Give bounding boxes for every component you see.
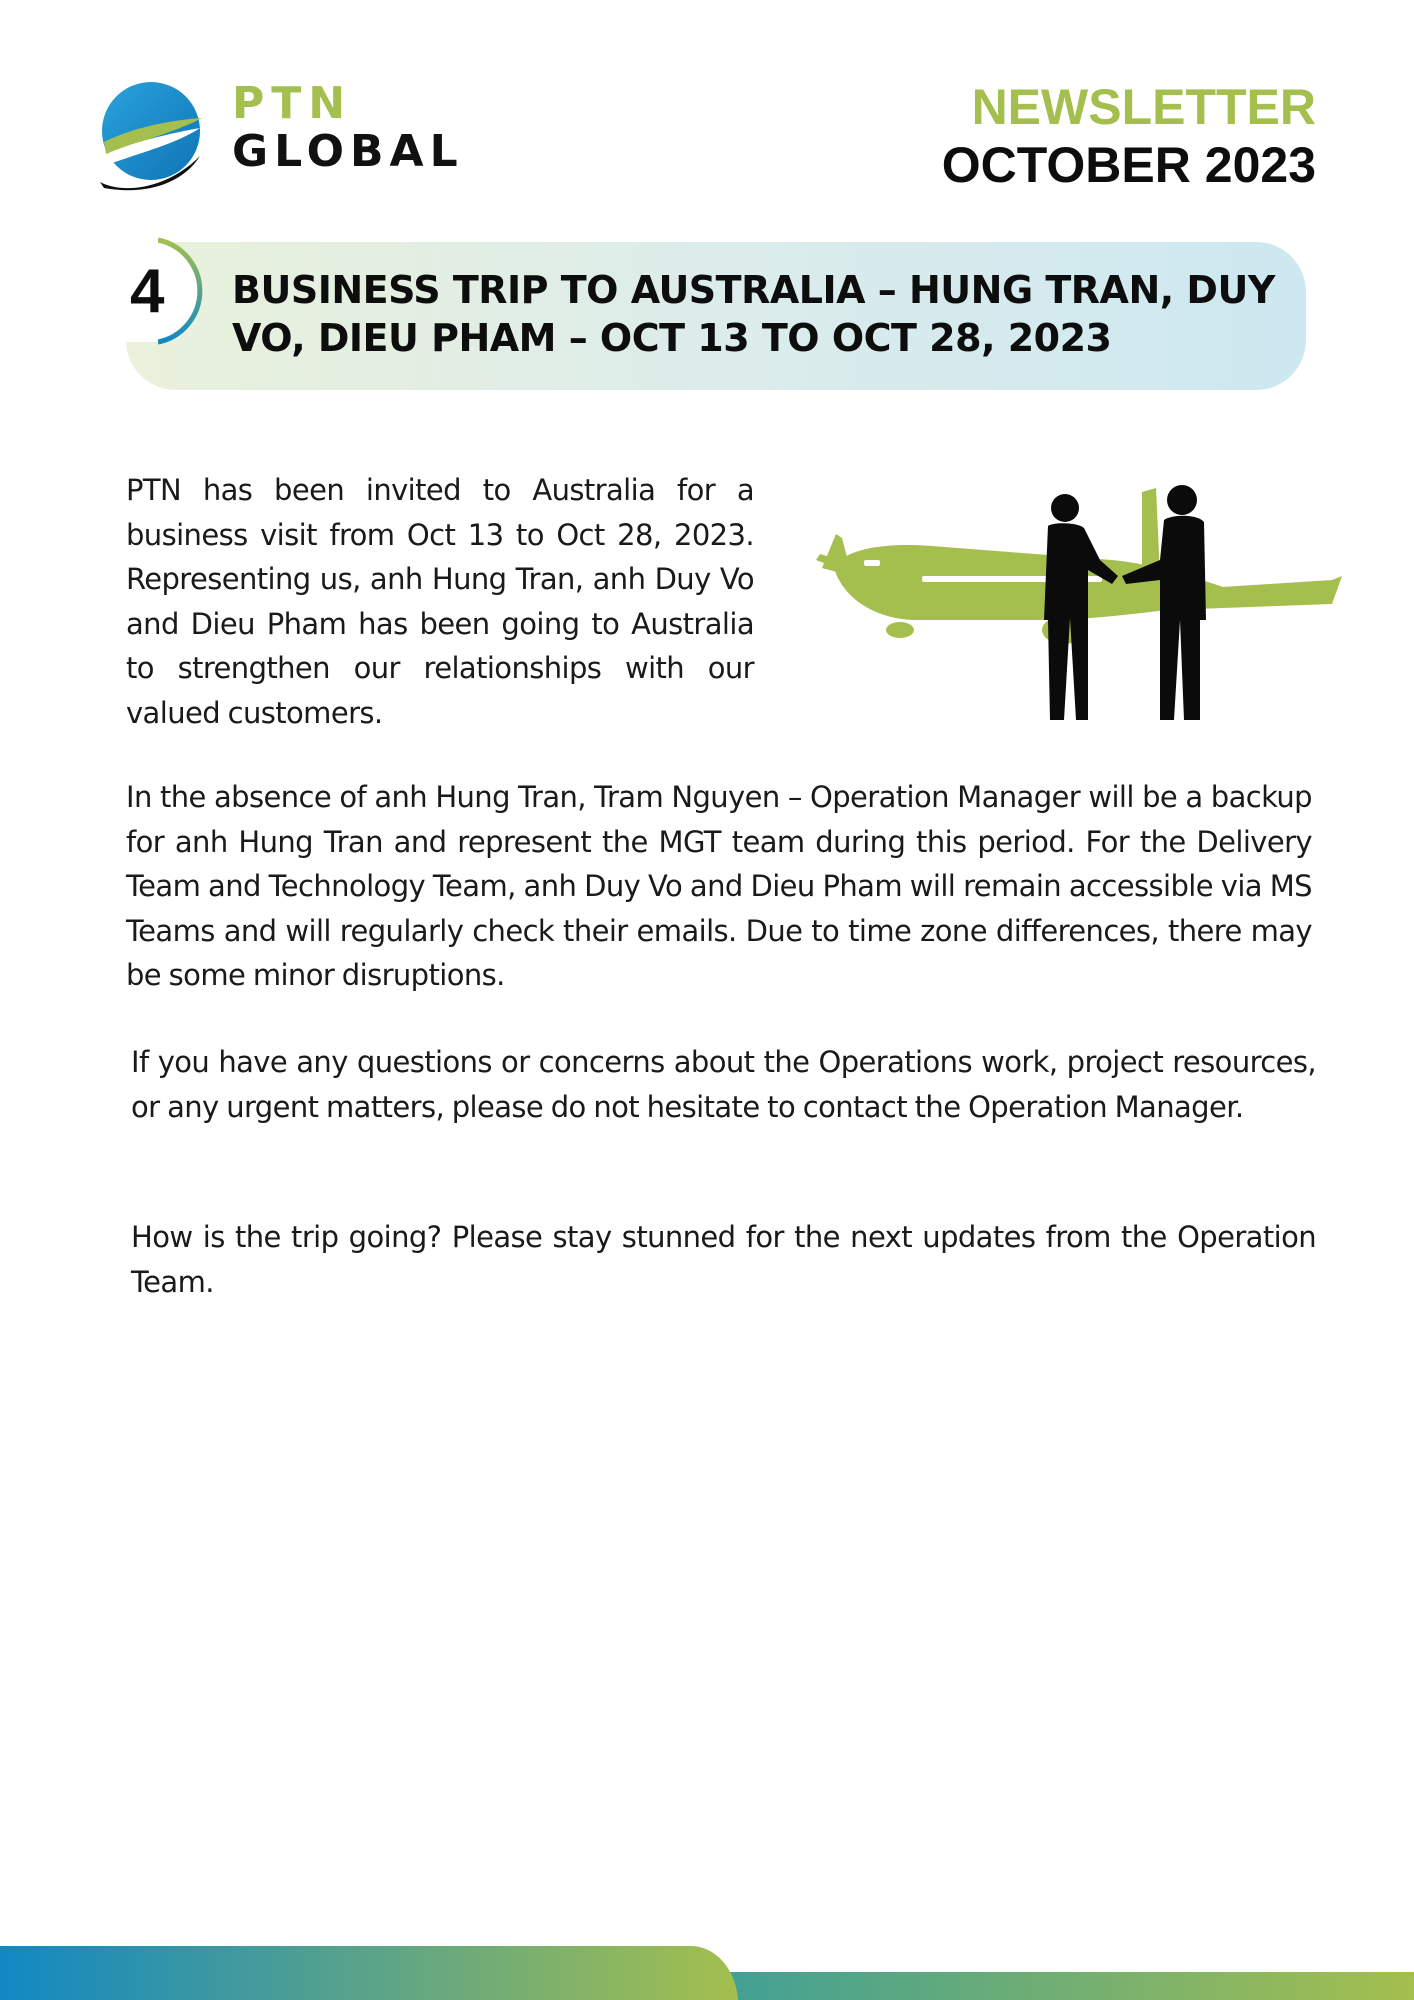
logo-text-ptn: PTN — [232, 78, 353, 129]
body-paragraph-3: If you have any questions or concerns about the Operations work, project resources, or any urgent matters, please do not hesitate to contact the Operation Manager. — [131, 1045, 1316, 1124]
footer-band — [0, 1946, 1414, 2000]
company-logo — [96, 78, 464, 198]
airplane-handshake-icon — [812, 480, 1346, 726]
masthead — [942, 78, 1316, 194]
globe-swoosh-icon — [96, 78, 206, 194]
newsletter-title: NEWSLETTER — [971, 79, 1316, 135]
body-paragraph-4: How is the trip going? Please stay stunned for the next updates from the Operation Team. — [131, 1220, 1316, 1299]
section-title: BUSINESS TRIP TO AUSTRALIA – HUNG TRAN, DUY VO, DIEU PHAM – OCT 13 TO OCT 28, 2023 — [232, 268, 1275, 360]
body-paragraph-1: PTN has been invited to Australia for a business visit from Oct 13 to Oct 28, 2023. Representing us, anh Hung Tran, anh Duy Vo and Dieu Pham has been going to Australia to strengthen our relationships with our valued customers. — [126, 473, 754, 730]
logo-text-global: GLOBAL — [232, 126, 464, 177]
section-number: 4 — [130, 257, 165, 326]
newsletter-date: OCTOBER 2023 — [941, 137, 1316, 193]
body-paragraph-2: In the absence of anh Hung Tran, Tram Nguyen – Operation Manager will be a backup for anh Hung Tran and represent the MGT team during this period. For the Delivery Team and Technology Team, anh Duy Vo and Dieu Pham will remain accessible via MS Teams and will regularly check their emails. Due to time zone differences, there may be some minor disruptions. — [126, 780, 1312, 992]
